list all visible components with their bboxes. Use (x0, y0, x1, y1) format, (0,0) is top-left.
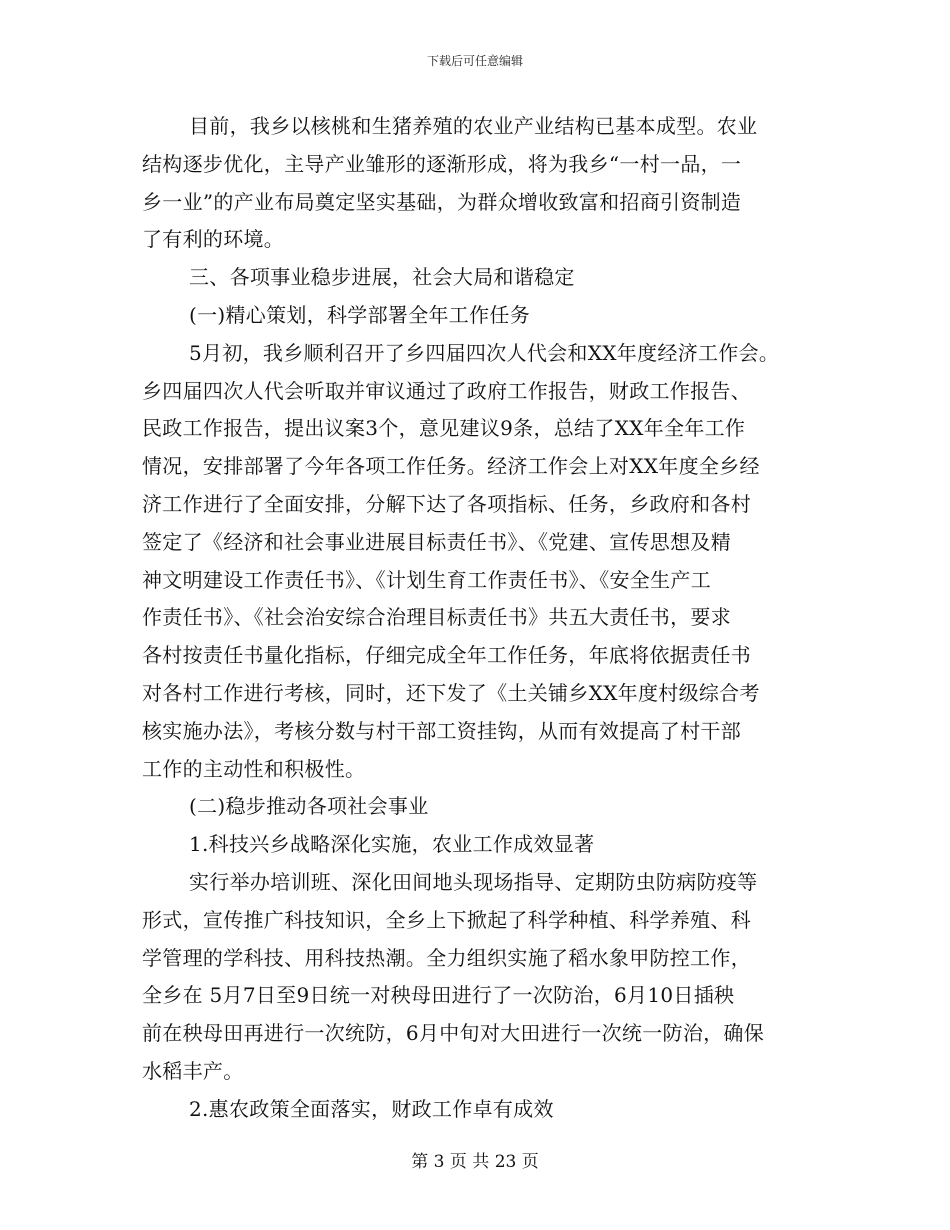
page-header: 下载后可任意编辑 (426, 54, 523, 68)
item-heading: 2.惠农政策全面落实，财政工作卓有成效 (189, 1096, 554, 1121)
document-body (142, 108, 822, 1129)
text-line: 了有利的环境。 (142, 227, 285, 252)
text-line: 民政工作报告，提出议案3个，意见建议9条，总结了XX年全年工作 (142, 416, 746, 441)
text-line: 乡一业”的产业布局奠定坚实基础，为群众增收致富和招商引资制造 (142, 189, 742, 214)
text-line: 形式，宣传推广科技知识，全乡上下掀起了科学种植、科学养殖、科 (142, 907, 751, 932)
text-line: 各村按责任书量化指标，仔细完成全年工作任务，年底将依据责任书 (142, 643, 751, 668)
text-line: 水稻丰产。 (142, 1058, 244, 1083)
text-line: 5月初，我乡顺利召开了乡四届四次人代会和XX年度经济工作会。 (189, 340, 780, 365)
text-line: 签定了《经济和社会事业进展目标责任书》、《党建、宣传思想及精 (142, 529, 731, 554)
text-line: 对各村工作进行考核，同时，还下发了《土关铺乡XX年度村级综合考 (142, 680, 760, 705)
text-line: 乡四届四次人代会听取并审议通过了政府工作报告，财政工作报告、 (142, 378, 751, 403)
text-line: 作责任书》、《社会治安综合治理目标责任书》共五大责任书，要求 (142, 605, 731, 630)
text-line: 目前，我乡以核桃和生猪养殖的农业产业结构已基本成型。农业 (189, 114, 758, 138)
item-heading: 1.科技兴乡战略深化实施，农业工作成效显著 (189, 832, 595, 857)
text-line: 结构逐步优化，主导产业雏形的逐渐形成，将为我乡“一村一品，一 (142, 151, 742, 176)
text-line: 情况，安排部署了今年各项工作任务。经济工作会上对XX年度全乡经 (142, 454, 760, 479)
text-line: 全乡在 5月7日至9日统一对秧母田进行了一次防治，6月10日插秧 (142, 983, 735, 1008)
text-line: 实行举办培训班、深化田间地头现场指导、定期防虫防病防疫等 (189, 869, 758, 894)
text-line: 神文明建设工作责任书》、《计划生育工作责任书》、《安全生产工 (142, 567, 711, 592)
text-line: 核实施办法》，考核分数与村干部工资挂钩，从而有效提高了村干部 (142, 718, 741, 743)
subsection-heading: (二)稳步推动各项社会事业 (189, 794, 429, 819)
text-line: 前在秧母田再进行一次统防，6月中旬对大田进行一次统一防治，确保 (142, 1021, 765, 1046)
text-line: 济工作进行了全面安排，分解下达了各项指标、任务，乡政府和各村 (142, 491, 751, 516)
section-heading: 三、各项事业稳步进展，社会大局和谐稳定 (189, 265, 575, 290)
text-line: 工作的主动性和积极性。 (142, 756, 366, 781)
subsection-heading: (一)精心策划，科学部署全年工作任务 (189, 302, 531, 327)
text-line: 学管理的学科技、用科技热潮。全力组织实施了稻水象甲防控工作， (142, 945, 751, 970)
page-footer: 第 3 页 共 23 页 (411, 1152, 539, 1172)
